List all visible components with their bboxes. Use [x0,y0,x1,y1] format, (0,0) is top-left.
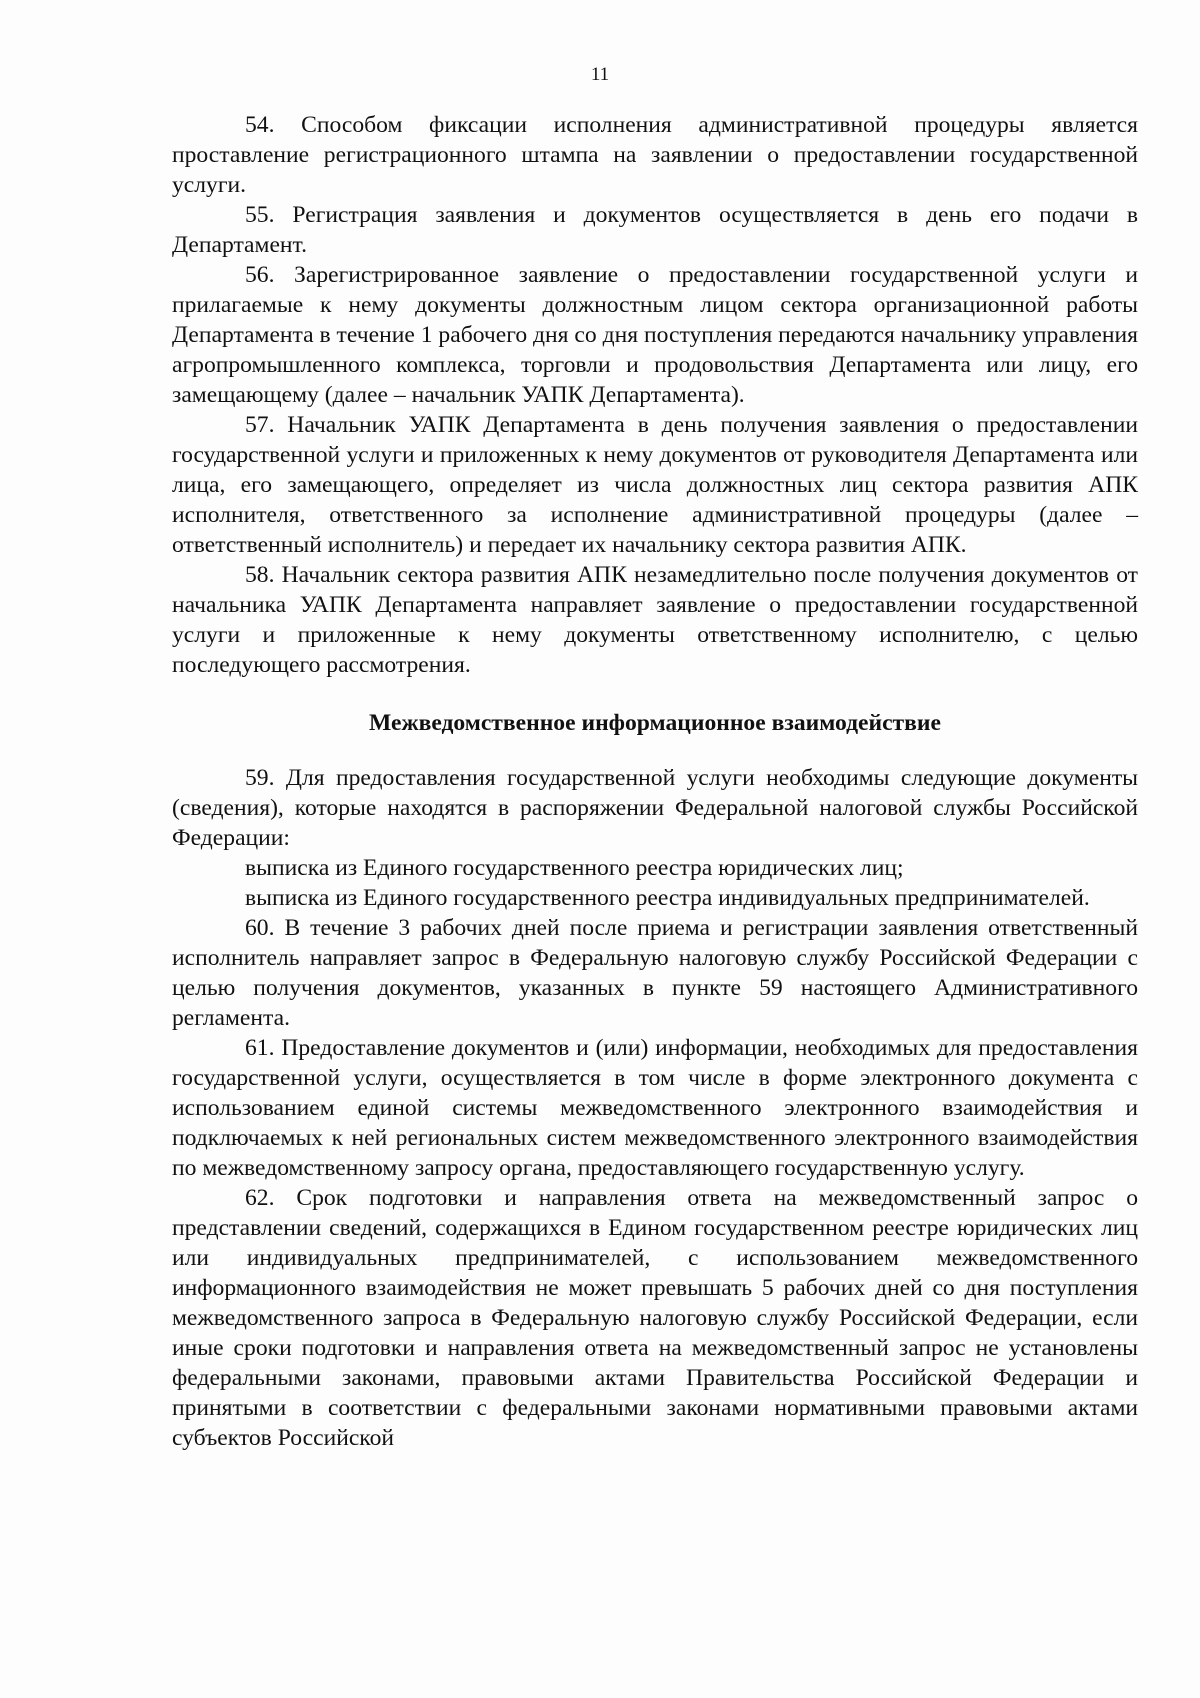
document-body [172,110,1138,1453]
paragraph-60: 60. В течение 3 рабочих дней после приема и регистрации заявления ответственный исполнитель направляет запрос в Федеральную налоговую службу Российской Федерации с целью получения документов, указанных в пункте 59 настоящего Административного регламента. [172,915,1138,1031]
list-item-legal-entities-extract: выписка из Единого государственного реестра юридических лиц; [245,855,904,881]
paragraph-55: 55. Регистрация заявления и документов осуществляется в день его подачи в Департамент. [172,202,1138,258]
paragraph-57: 57. Начальник УАПК Департамента в день получения заявления о предоставлении государственной услуги и приложенных к нему документов от руководителя Департамента или лица, его замещающего, определяет из числа должностных лиц сектора развития АПК исполнителя, ответственного за исполнение административной процедуры (далее – ответственный исполнитель) и передает их начальнику сектора развития АПК. [172,412,1138,558]
paragraph-62: 62. Срок подготовки и направления ответа на межведомственный запрос о представлении сведений, содержащихся в Едином государственном реестре юридических лиц или индивидуальных предпринимателей, с использованием межведомственного информационного взаимодействия не может превышать 5 рабочих дней со дня поступления межведомственного запроса в Федеральную налоговую службу Российской Федерации, если иные сроки подготовки и направления ответа на межведомственный запрос не установлены федеральными законами, правовыми актами Правительства Российской Федерации и принятыми в соответствии с федеральными законами нормативными правовыми актами субъектов Российской [172,1185,1138,1451]
paragraph-56: 56. Зарегистрированное заявление о предоставлении государственной услуги и прилагаемые к нему документы должностным лицом сектора организационной работы Департамента в течение 1 рабочего дня со дня поступления передаются начальнику управления агропромышленного комплекса, торговли и продовольствия Департамента или лицу, его замещающему (далее – начальник УАПК Департамента). [172,262,1138,408]
paragraph-61: 61. Предоставление документов и (или) информации, необходимых для предоставления государственной услуги, осуществляется в том числе в форме электронного документа с использованием единой системы межведомственного электронного взаимодействия и подключаемых к ней региональных систем межведомственного электронного взаимодействия по межведомственному запросу органа, предоставляющего государственную услугу. [172,1035,1138,1181]
page-number: 11 [590,64,610,85]
section-heading: Межведомственное информационное взаимодействие [369,710,941,736]
paragraph-58: 58. Начальник сектора развития АПК незамедлительно после получения документов от начальника УАПК Департамента направляет заявление о предоставлении государственной услуги и приложенные к нему документы ответственному исполнителю, с целью последующего рассмотрения. [172,562,1138,678]
list-item-entrepreneurs-extract: выписка из Единого государственного реестра индивидуальных предпринимателей. [245,885,1090,911]
paragraph-59: 59. Для предоставления государственной услуги необходимы следующие документы (сведения), которые находятся в распоряжении Федеральной налоговой службы Российской Федерации: [172,765,1138,851]
paragraph-54: 54. Способом фиксации исполнения административной процедуры является проставление регистрационного штампа на заявлении о предоставлении государственной услуги. [172,112,1138,198]
